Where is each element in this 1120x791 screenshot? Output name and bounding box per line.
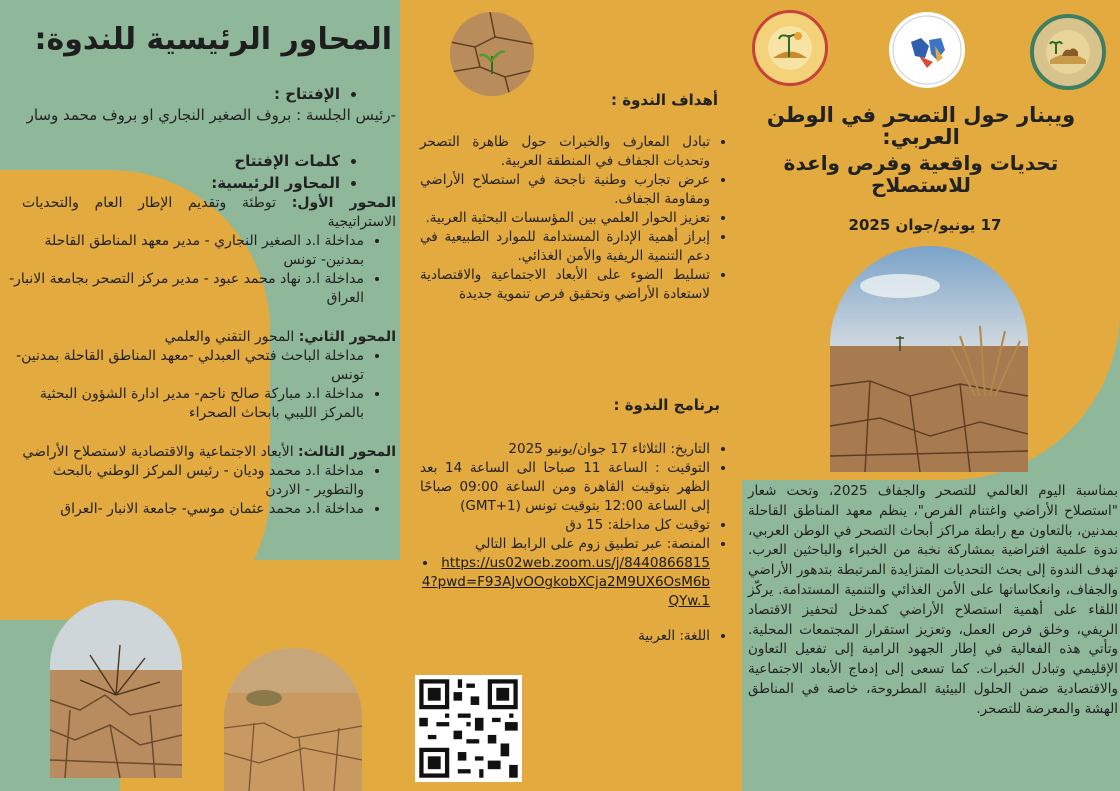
desertification-center-logo bbox=[752, 10, 828, 86]
seedling-photo bbox=[450, 12, 534, 96]
axis3-item: • مداخلة ا.د محمد وديان - رئيس المركز الوطني بالبحث والتطوير - الاردن bbox=[6, 462, 364, 500]
zoom-link[interactable]: https://us02web.zoom.us/j/84408668154?pwd=F93AJvOOgkobXCja2M9UX6OsM6bQYw.1 bbox=[421, 555, 710, 609]
goals-title: أهداف الندوة : bbox=[611, 91, 718, 109]
drought-landscape-photo bbox=[830, 246, 1028, 472]
goal-item: • إبراز أهمية الإدارة المستدامة للموارد الطبيعية في دعم التنمية الريفية والأمن الغذائي. bbox=[420, 228, 710, 266]
axis1-heading: المحور الأول: bbox=[291, 195, 396, 211]
axis2-item: • مداخلة الباحث فتحي العبدلي -معهد المناطق القاحلة بمدنين-تونس bbox=[6, 347, 364, 385]
axis1-text: توطئة وتقديم الإطار العام والتحديات الاستراتيجية bbox=[22, 195, 396, 230]
main-axes: • المحاور الرئيسية: bbox=[6, 172, 340, 194]
goal-item: • تبادل المعارف والخبرات حول ظاهرة التصحر وتحديات الجفاف في المنطقة العربية. bbox=[420, 133, 710, 171]
cracked-earth-photo bbox=[50, 600, 182, 778]
left-content bbox=[6, 84, 396, 519]
webinar-subtitle: تحديات واقعية وفرص واعدة للاستصلاح bbox=[783, 151, 1059, 197]
webinar-date: 17 يونيو/جوان 2025 bbox=[848, 216, 1002, 234]
axis3-item: • مداخلة ا.د محمد عثمان موسي- جامعة الانبار -العراق bbox=[6, 500, 364, 519]
axis3-text: الأبعاد الاجتماعية والاقتصادية لاستصلاح الأراضي bbox=[22, 444, 299, 460]
middle-panel bbox=[400, 0, 742, 791]
program-item: • توقيت كل مداخلة: 15 دق bbox=[420, 516, 710, 535]
program-list bbox=[420, 440, 730, 646]
opening-heading: • الإفتتاح : bbox=[6, 84, 340, 104]
opening-words: • كلمات الإفتتاح bbox=[6, 150, 340, 172]
left-panel bbox=[0, 0, 400, 791]
language: • اللغة: العربية bbox=[420, 627, 710, 646]
federation-logo bbox=[889, 12, 965, 88]
program-item: • التاريخ: الثلاثاء 17 جوان/يونيو 2025 bbox=[420, 440, 710, 459]
right-panel bbox=[742, 0, 1120, 791]
axis2-text: المحور التقني والعلمي bbox=[164, 329, 299, 345]
goal-item: • عرض تجارب وطنية ناجحة في استصلاح الأراضي ومقاومة الجفاف. bbox=[420, 171, 710, 209]
institute-logo bbox=[1030, 14, 1106, 90]
axis3-heading: المحور الثالث: bbox=[298, 444, 396, 460]
axis2-item: • مداخلة ا.د مباركة صالح ناجم- مدير ادارة الشؤون البحثية بالمركز الليبي بابحاث الصحراء bbox=[6, 385, 364, 423]
goal-item: • تسليط الضوء على الأبعاد الاجتماعية والاقتصادية لاستعادة الأراضي وتحقيق فرص تنموية جديدة bbox=[420, 266, 710, 304]
qr-code[interactable] bbox=[415, 675, 522, 782]
axes-title: المحاور الرئيسية للندوة: bbox=[34, 22, 392, 57]
program-item: • المنصة: عبر تطبيق زوم على الرابط التالي bbox=[420, 535, 710, 554]
program-item: • التوقيت : الساعة 11 صباحا الى الساعة 14 بعد الظهر بتوقيت القاهرة ومن الساعة 09:00 صباحًا إلى الساعة 12:00 بتوقيت تونس (GMT+1) bbox=[420, 459, 710, 516]
axis2-heading: المحور الثاني: bbox=[298, 329, 396, 345]
axis1-item: • مداخلة ا.د الصغير النجاري - مدير معهد المناطق القاحلة بمدنين- تونس bbox=[6, 232, 364, 270]
intro-paragraph: بمناسبة اليوم العالمي للتصحر والجفاف 2025، وتحت شعار "استصلاح الأراضي واغتنام الفرص"، ينظم معهد المناطق القاحلة بمدنين، بالتعاون مع رابطة مراكز أبحاث التصحر في الوطن العربي، ندوة علمية افتراضية بمشاركة نخبة من الخبراء والباحثين العرب. تهدف الندوة إلى بحث التحديات المتزايدة المرتبطة بتدهور الأراضي والجفاف، وانعكاساتها على الأمن الغذائي والتنمية المستدامة. يركّز اللقاء على أهمية استصلاح الأراضي كمدخل لتحفيز الاقتصاد الريفي، وخلق فرص العمل، وتعزيز استقرار المجتمعات المحلية. وتأتي هذه الفعالية في إطار الجهود الرامية إلى تفعيل التعاون الإقليمي وتبادل الخبرات. كما تسعى إلى إدماج الأبعاد الاجتماعية والاقتصادية ضمن الحلول البيئية المطروحة، خاصة في المناطق الهشة والمعرضة للتصحر. bbox=[748, 483, 1118, 717]
session-chair: -رئيس الجلسة : بروف الصغير النجاري او بروف محمد وسار bbox=[26, 106, 396, 124]
goal-item: • تعزيز الحوار العلمي بين المؤسسات البحثية العربية. bbox=[420, 209, 710, 228]
program-title: برنامج الندوة : bbox=[613, 396, 720, 414]
axis1-item: • مداخلة ا.د نهاد محمد عبود - مدير مركز التصحر بجامعة الانبار- العراق bbox=[6, 270, 364, 308]
dry-land-photo bbox=[224, 648, 362, 791]
webinar-title: ويبنار حول التصحر في الوطن العربي: bbox=[766, 103, 1076, 149]
goals-list bbox=[420, 133, 730, 304]
